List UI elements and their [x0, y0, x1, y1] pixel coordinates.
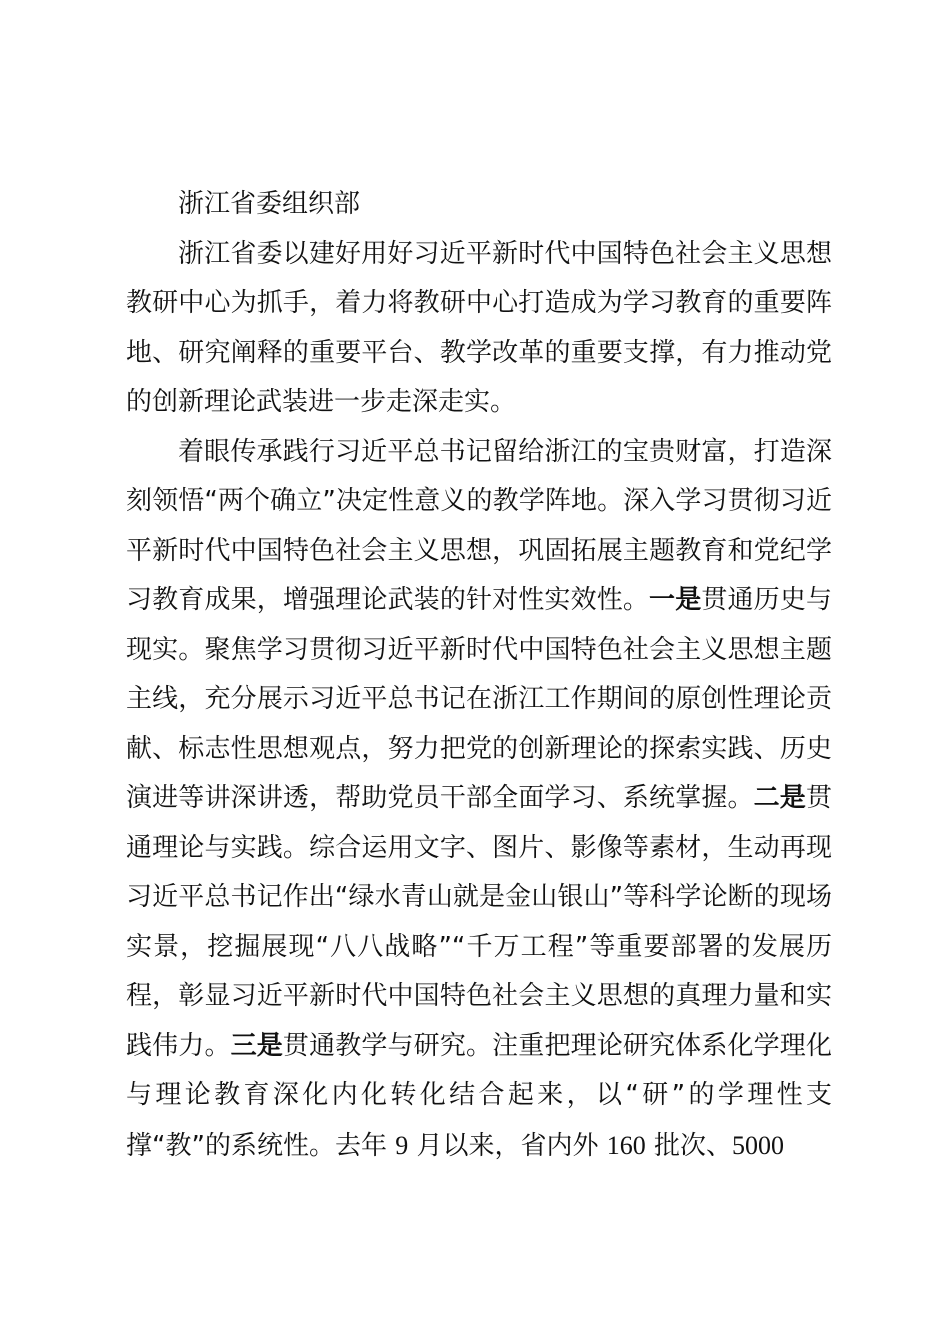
point-one-text: 贯通历史与现实。聚焦学习贯彻习近平新时代中国特色社会主义思想主题主线，充分展示习近平总书记在浙江工作期间的原创性理论贡献、标志性思想观点，努力把党的创新理论的探索实践、历史演进等讲深讲透，帮助党员干部全面学习、系统掌握。 — [126, 585, 832, 813]
author-line: 浙江省委组织部 — [178, 189, 361, 219]
point-two-text: 贯通理论与实践。综合运用文字、图片、影像等素材，生动再现习近平总书记作出“绿水青山就是金山银山”等科学论断的现场实景，挖掘展现“八八战略”“千万工程”等重要部署的发展历程，彰显习近平新时代中国特色社会主义思想的真理力量和实践伟力。 — [126, 783, 832, 1061]
batch-number: 160 — [606, 1130, 646, 1160]
point-one-lead: 一是 — [649, 585, 702, 615]
section-paragraph — [126, 428, 832, 1172]
document-body — [126, 180, 832, 1171]
section-opening: 着眼传承践行习近平总书记留给浙江的宝贵财富，打造深刻领悟“两个确立”决定性意义的教学阵地。深入学习贯彻习近平新时代中国特色社会主义思想，巩固拓展主题教育和党纪学习教育成果，增强理论武装的针对性实效性。 — [126, 436, 832, 615]
point-two-lead: 二是 — [753, 783, 806, 813]
trailing-number: 5000 — [732, 1130, 785, 1160]
after-month-text: 月以来，省内外 — [416, 1130, 599, 1161]
month-number: 9 — [395, 1130, 409, 1160]
point-three-text: 贯通教学与研究。注重把理论研究体系化学理化与理论教育深化内化转化结合起来，以“研”的学理性支撑“教”的系统性。去年 — [126, 1030, 832, 1161]
point-three-lead: 三是 — [230, 1030, 283, 1061]
after-batch-text: 批次、 — [654, 1130, 733, 1161]
intro-paragraph: 浙江省委以建好用好习近平新时代中国特色社会主义思想教研中心为抓手，着力将教研中心打造成为学习教育的重要阵地、研究阐释的重要平台、教学改革的重要支撑，有力推动党的创新理论武装进一步走深走实。 — [126, 238, 832, 417]
